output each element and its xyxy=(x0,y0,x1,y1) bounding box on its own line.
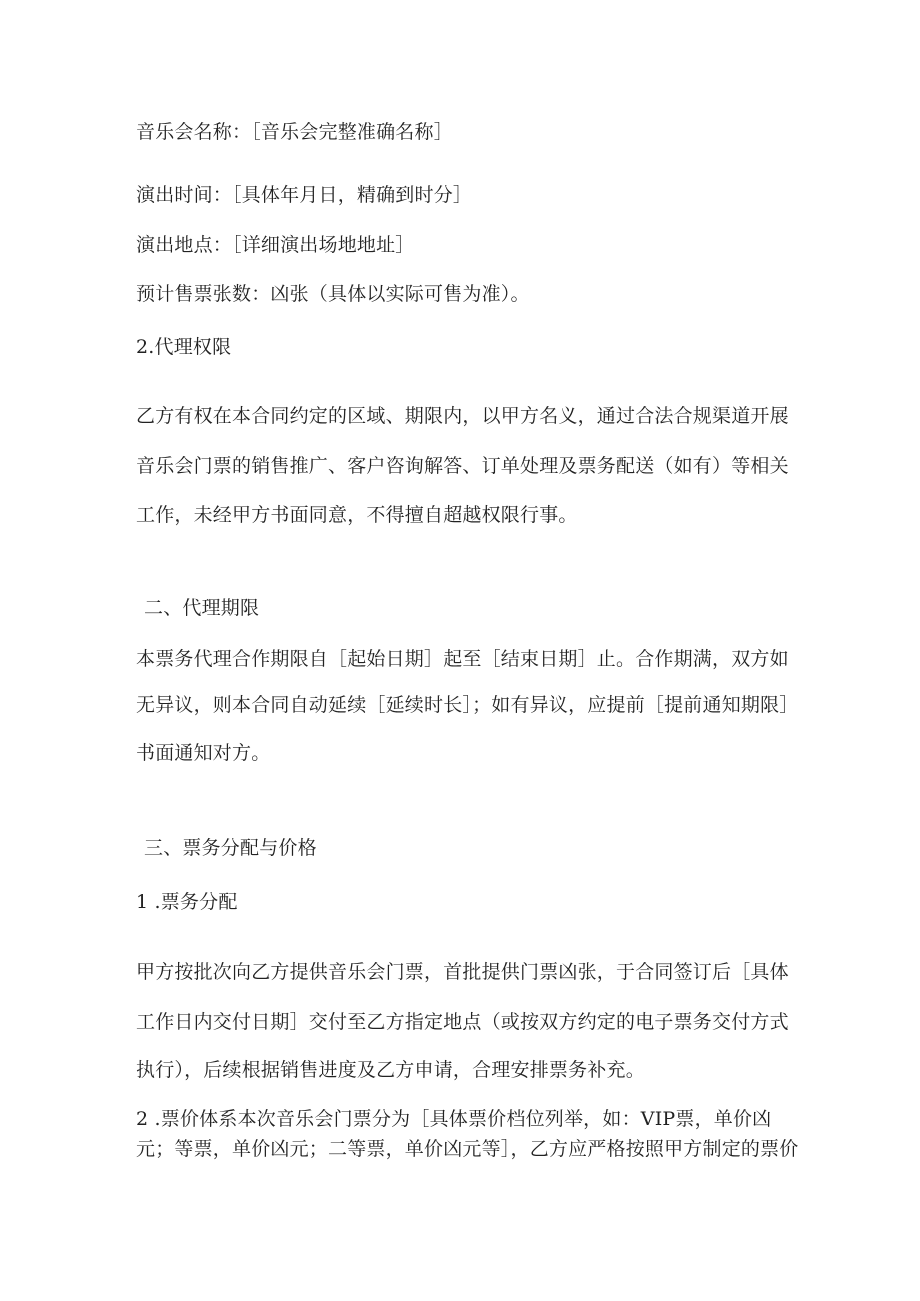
ticket-alloc-line: 甲方按批次向乙方提供音乐会门票，首批提供门票凶张，于合同签订后［具体 xyxy=(136,961,789,983)
ticket-alloc-line: 工作日内交付日期］交付至乙方指定地点（或按双方约定的电子票务交付方式 xyxy=(136,1011,789,1033)
section2-line: 无异议，则本合同自动延续［延续时长］；如有异议，应提前［提前通知期限］ xyxy=(136,694,799,716)
ticket-count: 预计售票张数：凶张（具体以实际可售为准）。 xyxy=(136,283,530,305)
ticket-alloc-heading: 1 .票务分配 xyxy=(136,891,238,913)
agency-rights-line: 工作，未经甲方书面同意，不得擅自超越权限行事。 xyxy=(136,504,578,526)
section2-line: 本票务代理合作期限自［起始日期］起至［结束日期］止。合作期满，双方如 xyxy=(136,648,789,670)
ticket-alloc-line: 执行），后续根据销售进度及乙方申请，合理安排票务补充。 xyxy=(136,1059,645,1081)
venue: 演出地点：［详细演出场地地址］ xyxy=(136,234,415,256)
section3-heading: 三、票务分配与价格 xyxy=(144,837,317,859)
price-line: 元；等票，单价凶元；二等票，单价凶元等］，乙方应严格按照甲方制定的票价 xyxy=(136,1138,799,1160)
section2-heading: 二、代理期限 xyxy=(144,597,260,619)
agency-rights-line: 乙方有权在本合同约定的区域、期限内，以甲方名义，通过合法合规渠道开展 xyxy=(136,405,789,427)
price-line: 2 .票价体系本次音乐会门票分为［具体票价档位列举，如：VIP票，单价凶 xyxy=(136,1108,772,1130)
agency-rights-line: 音乐会门票的销售推广、客户咨询解答、订单处理及票务配送（如有）等相关 xyxy=(136,455,789,477)
section2-line: 书面通知对方。 xyxy=(136,742,271,764)
agency-rights-heading: 2.代理权限 xyxy=(136,336,232,358)
concert-name: 音乐会名称：［音乐会完整准确名称］ xyxy=(136,121,453,143)
show-time: 演出时间：［具体年月日，精确到时分］ xyxy=(136,184,473,206)
